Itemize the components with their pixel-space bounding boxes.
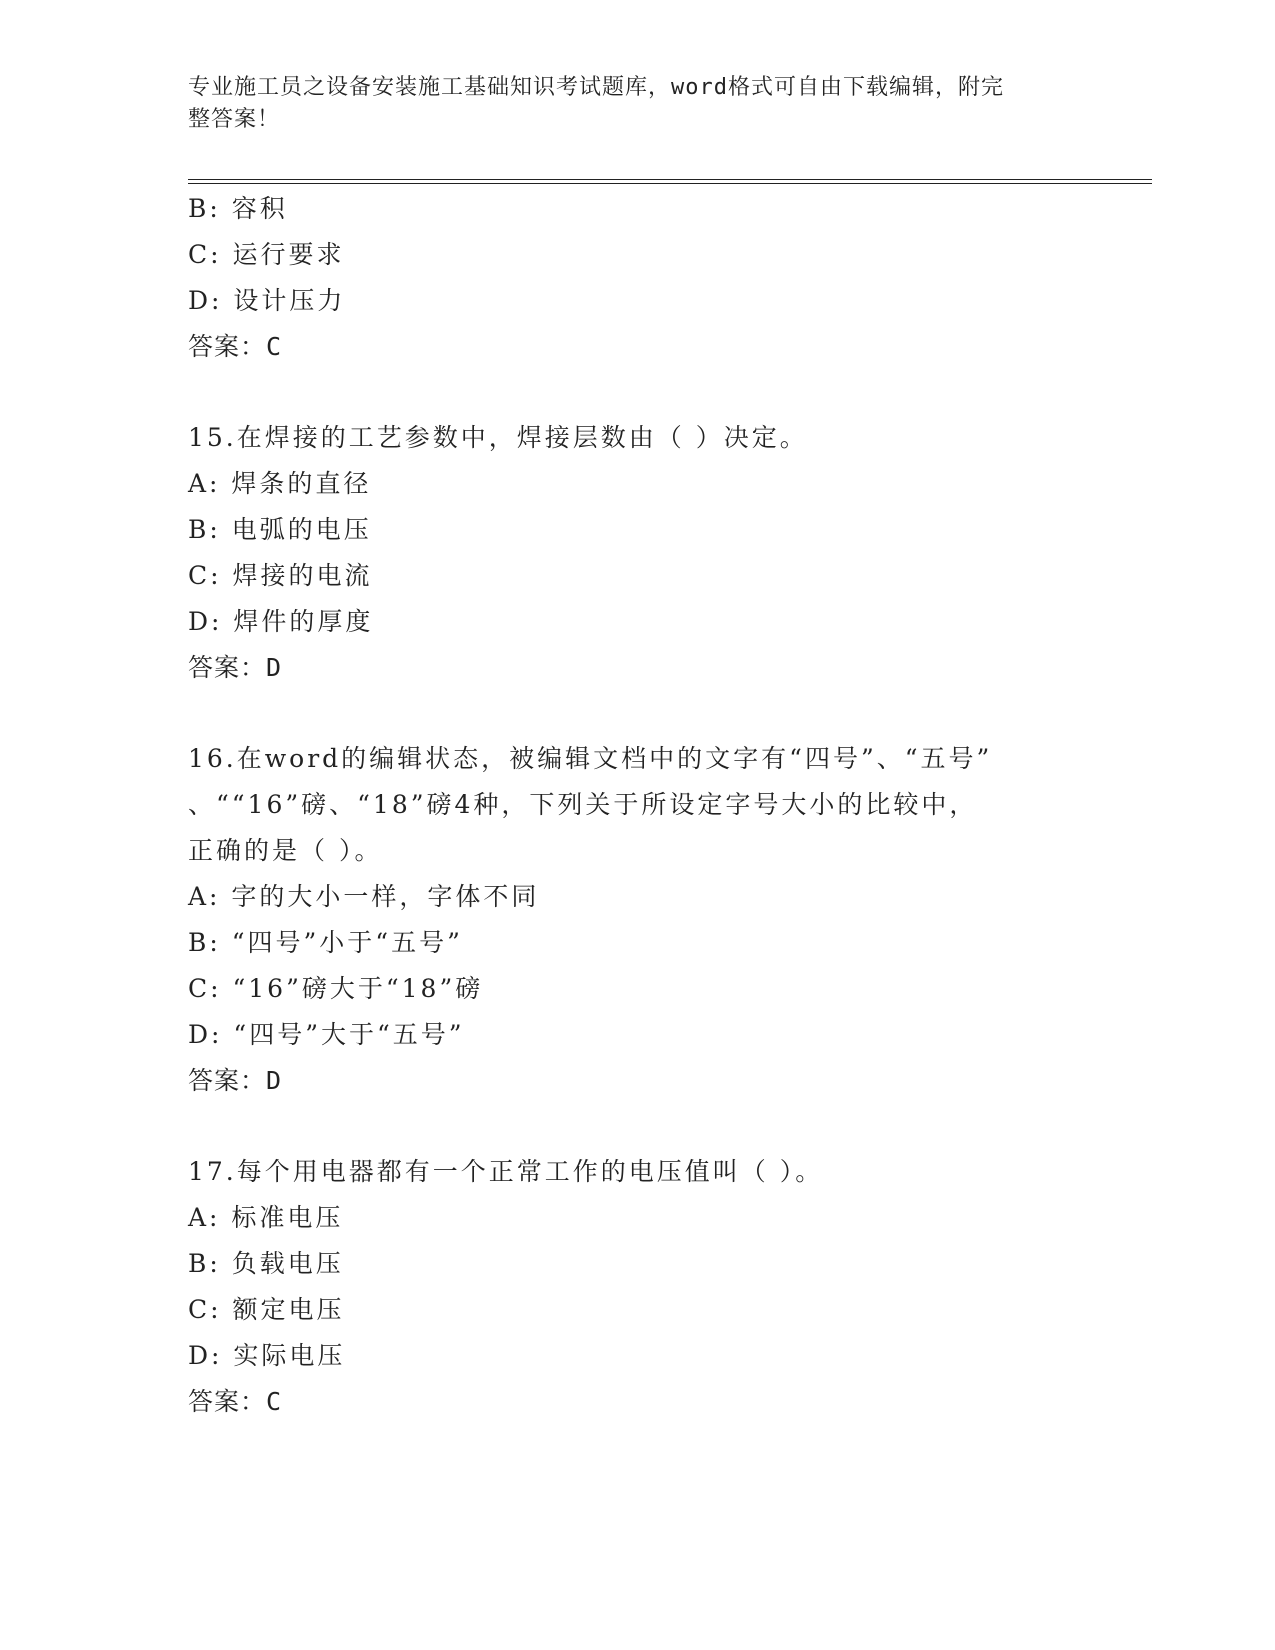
header-rule-top — [188, 179, 1152, 180]
question-stem: 15.在焊接的工艺参数中，焊接层数由（ ）决定。 — [188, 423, 808, 452]
option-c: C: 额定电压 — [188, 1295, 345, 1324]
option-a: A: 字的大小一样，字体不同 — [188, 882, 540, 911]
question-gap — [188, 691, 1088, 736]
option-b: B: “四号”小于“五号” — [188, 928, 463, 957]
option-b: B: 容积 — [188, 194, 288, 223]
document-header — [188, 72, 1088, 136]
option-d: D: 实际电压 — [188, 1341, 346, 1370]
option-a: A: 标准电压 — [188, 1203, 344, 1232]
header-line-1: 专业施工员之设备安装施工基础知识考试题库，word格式可自由下载编辑，附完 — [188, 75, 1004, 100]
question-16 — [188, 736, 1088, 1104]
question-stem: 17.每个用电器都有一个正常工作的电压值叫（ ）。 — [188, 1157, 824, 1186]
option-d: D: 设计压力 — [188, 286, 346, 315]
question-gap — [188, 1104, 1088, 1149]
answer-line: 答案：D — [188, 653, 283, 682]
answer-line: 答案：C — [188, 1387, 283, 1416]
question-14-continued — [188, 186, 1088, 370]
option-b: B: 电弧的电压 — [188, 515, 372, 544]
answer-line: 答案：C — [188, 332, 283, 361]
question-15 — [188, 415, 1088, 691]
header-line-2: 整答案！ — [188, 107, 281, 132]
question-list — [188, 186, 1088, 1425]
option-c: C: “16”磅大于“18”磅 — [188, 974, 484, 1003]
question-17 — [188, 1149, 1088, 1425]
option-c: C: 运行要求 — [188, 240, 345, 269]
answer-line: 答案：D — [188, 1066, 283, 1095]
option-d: D: “四号”大于“五号” — [188, 1020, 465, 1049]
option-b: B: 负载电压 — [188, 1249, 344, 1278]
option-a: A: 焊条的直径 — [188, 469, 372, 498]
question-gap — [188, 370, 1088, 415]
question-stem-line-1: 16.在word的编辑状态，被编辑文档中的文字有“四号”、“五号” — [188, 744, 993, 773]
option-d: D: 焊件的厚度 — [188, 607, 374, 636]
header-rule-bottom — [188, 183, 1152, 184]
question-stem-line-3: 正确的是（ ）。 — [188, 836, 383, 865]
question-stem-line-2: 、““16”磅、“18”磅4种，下列关于所设定字号大小的比较中， — [188, 790, 978, 819]
option-c: C: 焊接的电流 — [188, 561, 373, 590]
